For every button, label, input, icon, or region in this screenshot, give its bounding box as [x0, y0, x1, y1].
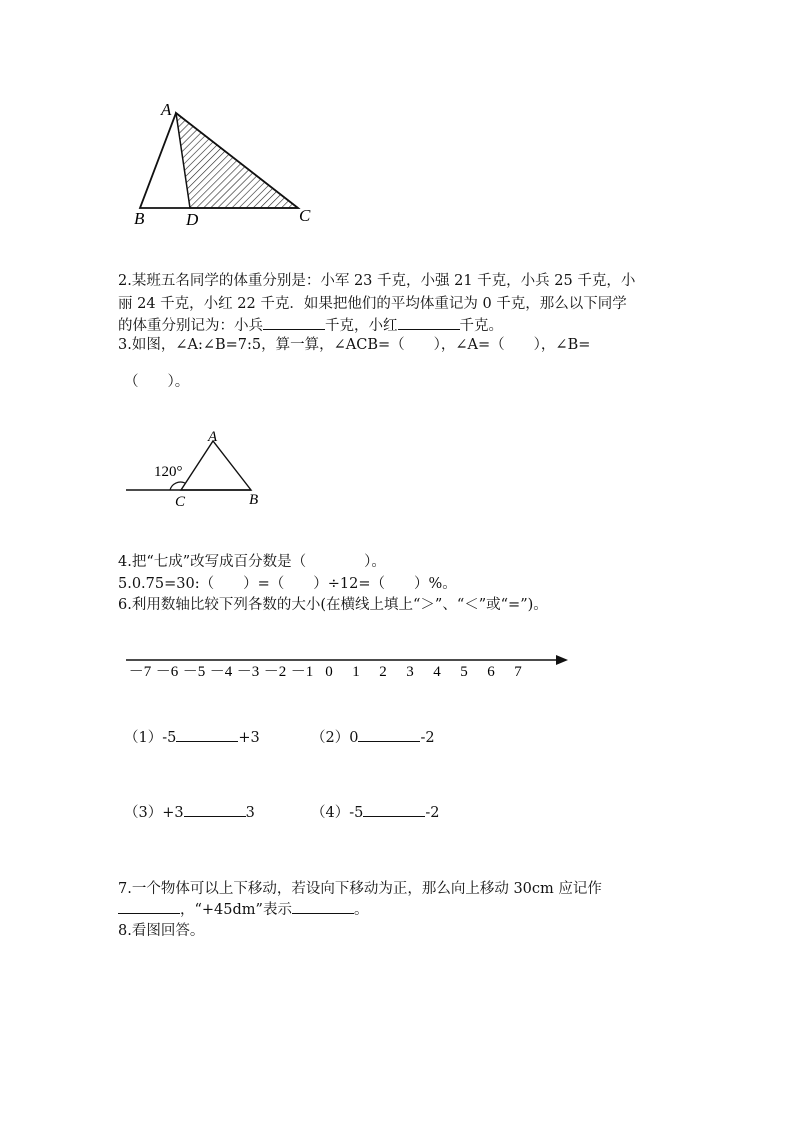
triangle-abc — [181, 441, 251, 490]
q2-line1: 2.某班五名同学的体重分别是：小军 23 千克，小强 21 千克，小兵 25 千克，小 — [118, 273, 636, 289]
tick-label: －6 — [155, 664, 179, 680]
answer-blank-xiaohong[interactable] — [398, 315, 460, 330]
item-4-right: -2 — [425, 805, 440, 821]
q2-line3-c: 千克。 — [459, 318, 503, 334]
tick-label: 0 — [325, 664, 333, 680]
tick-label: －1 — [290, 664, 314, 680]
angle-label-120: 120° — [154, 464, 183, 480]
q8-text: 8.看图回答。 — [118, 923, 205, 939]
tick-label: 5 — [460, 664, 468, 680]
item-1-label: （1）-5 — [124, 730, 177, 746]
q2-line3-a: 的体重分别记为：小兵 — [118, 318, 263, 334]
tick-label: 7 — [514, 664, 522, 680]
tick-label: －5 — [182, 664, 206, 680]
q7-line1: 7.一个物体可以上下移动，若设向下移动为正，那么向上移动 30cm 应记作 — [118, 881, 602, 897]
answer-blank-q7a[interactable] — [118, 899, 180, 914]
q2-line3-b: 千克，小红 — [325, 318, 398, 334]
q3-line2: （ ）。 — [124, 374, 190, 390]
item-3-right: 3 — [245, 805, 255, 821]
q2-line2: 丽 24 千克，小红 22 千克．如果把他们的平均体重记为 0 千克，那么以下同学 — [118, 296, 627, 312]
tick-label: －4 — [209, 664, 233, 680]
q6-item-2 — [311, 727, 435, 749]
arrow-right-icon — [556, 655, 568, 665]
q6-item-3 — [124, 802, 255, 824]
tick-label: 2 — [379, 664, 387, 680]
label-C: C — [299, 206, 311, 225]
q7-line2-c: 。 — [353, 902, 369, 918]
tick-label: －2 — [263, 664, 287, 680]
answer-blank-4[interactable] — [363, 802, 425, 817]
label-A: A — [208, 429, 218, 445]
answer-blank-2[interactable] — [358, 727, 420, 742]
tick-label: 1 — [352, 664, 360, 680]
angle-arc — [170, 482, 185, 490]
item-4-label: （4）-5 — [311, 805, 364, 821]
item-3-label: （3）+3 — [124, 805, 184, 821]
label-C: C — [175, 494, 186, 510]
answer-blank-3[interactable] — [184, 802, 246, 817]
q5-text: 5.0.75=30:（ ）=（ ）÷12=（ ）%。 — [118, 576, 457, 592]
q6-item-4 — [311, 802, 439, 824]
item-1-right: +3 — [238, 730, 260, 746]
q7-line2 — [118, 899, 368, 921]
answer-blank-q7b[interactable] — [292, 899, 354, 914]
item-2-right: -2 — [420, 730, 435, 746]
item-2-label: （2）0 — [311, 730, 359, 746]
answer-blank-1[interactable] — [176, 727, 238, 742]
tick-label: －3 — [236, 664, 260, 680]
label-B: B — [134, 209, 145, 228]
q4-text: 4.把“七成”改写成百分数是（ ）。 — [118, 554, 386, 570]
label-D: D — [186, 210, 199, 229]
tick-label: 3 — [406, 664, 414, 680]
number-line — [124, 648, 574, 684]
label-B: B — [249, 492, 259, 508]
q7-line2-b: ，“+45dm”表示 — [180, 902, 292, 918]
q6-item-1 — [124, 727, 260, 749]
tick-label: 6 — [487, 664, 495, 680]
answer-blank-xiaobing[interactable] — [263, 315, 325, 330]
label-A: A — [161, 100, 172, 119]
q3-line1: 3.如图，∠A:∠B=7:5，算一算，∠ACB=（ ），∠A=（ ），∠B= — [118, 337, 591, 353]
triangle-figure-1 — [110, 96, 340, 236]
q6-text: 6.利用数轴比较下列各数的大小(在横线上填上“＞”、“＜”或“=”)。 — [118, 597, 548, 613]
tick-label: －7 — [128, 664, 152, 680]
tick-label: 4 — [433, 664, 441, 680]
triangle-figure-2 — [124, 424, 274, 514]
